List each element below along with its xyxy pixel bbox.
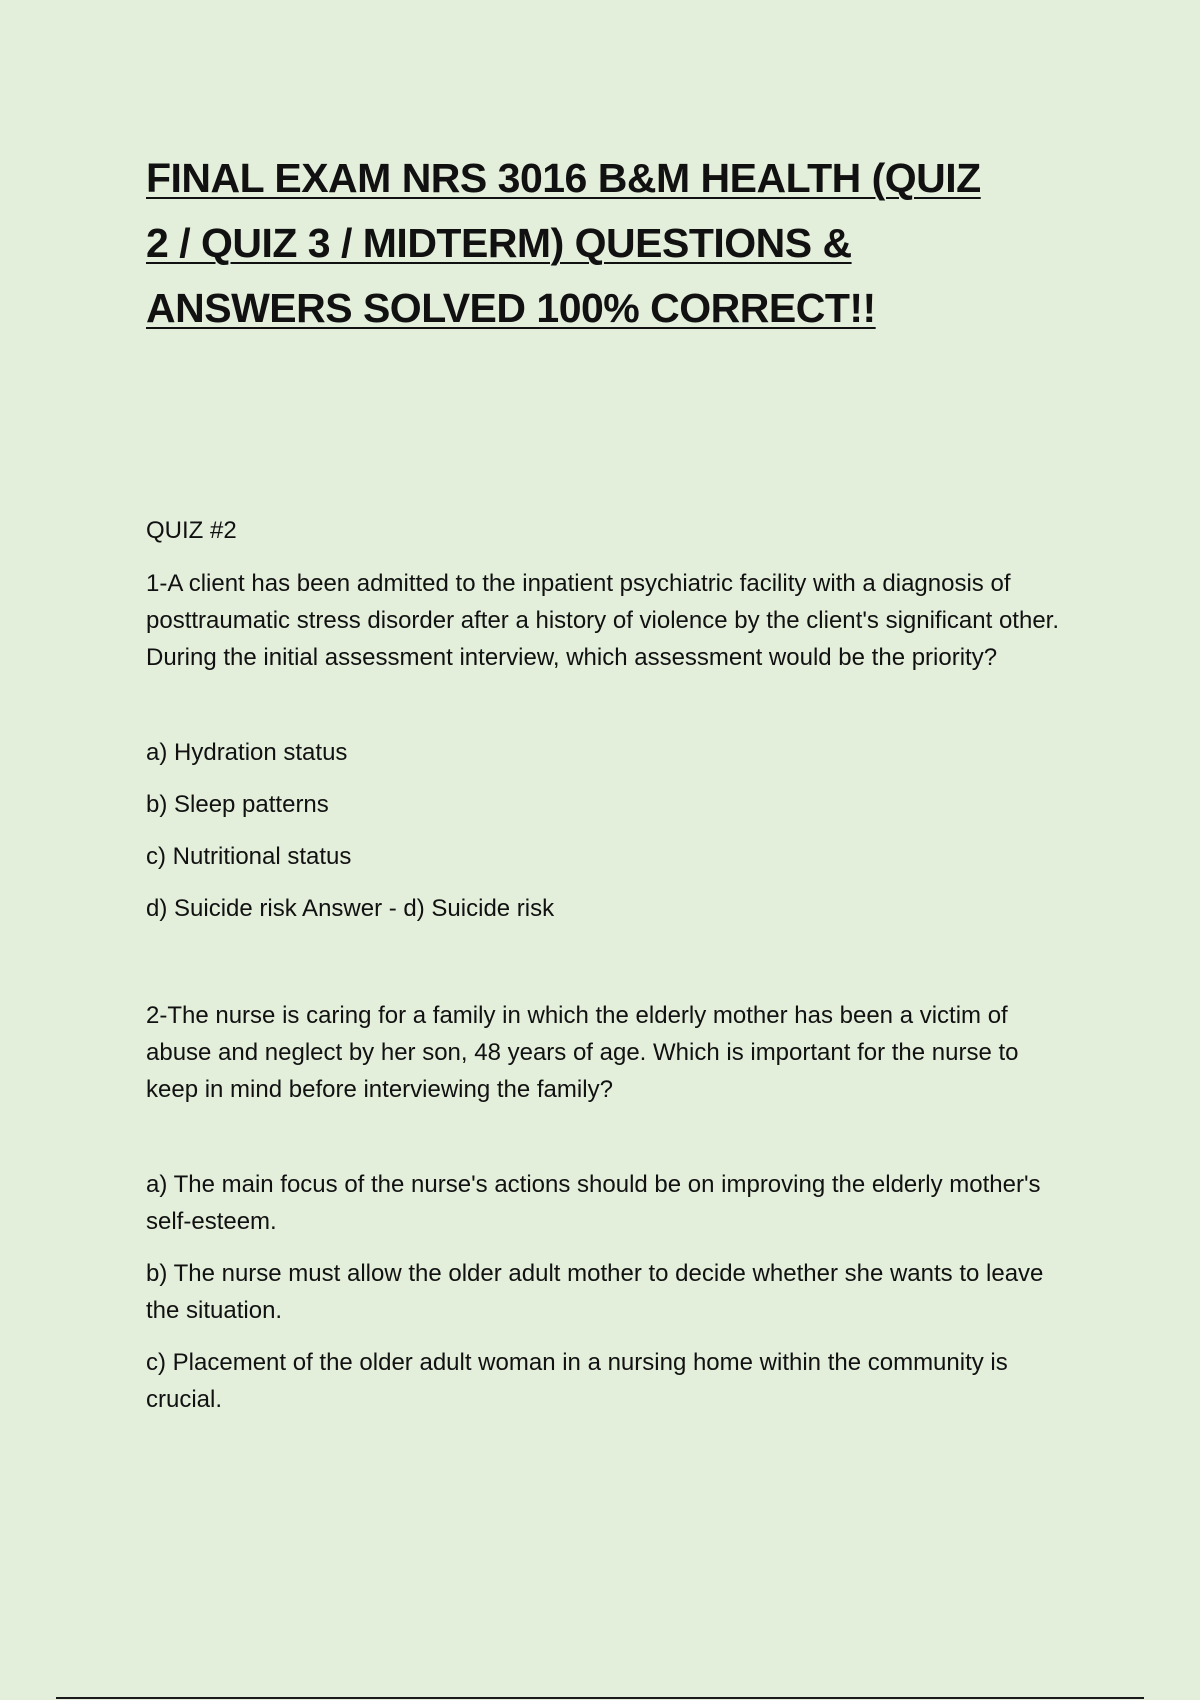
title-line-2: 2 / QUIZ 3 / MIDTERM) QUESTIONS & (146, 220, 852, 266)
question-block-1 (146, 565, 1066, 927)
question-2-option-c: c) Placement of the older adult woman in a nursing home within the community is crucial. (146, 1349, 1008, 1413)
question-1-option-d: d) Suicide risk Answer - d) Suicide risk (146, 895, 555, 922)
question-text-1: 1-A client has been admitted to the inpatient psychiatric facility with a diagnosis of posttraumatic stress disorder after a history of violence by the client's significant other. During the initial assessment interview, which assessment would be the priority? (146, 570, 1060, 671)
question-2-option-b: b) The nurse must allow the older adult mother to decide whether she wants to leave the situation. (146, 1260, 1044, 1324)
document-title (146, 146, 1046, 341)
footer-divider (56, 1697, 1144, 1699)
document-body (146, 512, 1066, 1433)
title-line-3: ANSWERS SOLVED 100% CORRECT!! (146, 285, 876, 331)
question-1-option-a: a) Hydration status (146, 739, 348, 766)
question-text-2: 2-The nurse is caring for a family in which the elderly mother has been a victim of abuse and neglect by her son, 48 years of age. Which is important for the nurse to keep in mind before interviewing the family? (146, 1002, 1019, 1103)
question-1-option-c: c) Nutritional status (146, 843, 352, 870)
title-line-1: FINAL EXAM NRS 3016 B&M HEALTH (QUIZ (146, 155, 981, 201)
question-2-option-a: a) The main focus of the nurse's actions should be on improving the elderly mother's self-esteem. (146, 1171, 1041, 1235)
question-block-2 (146, 997, 1066, 1418)
question-1-option-b: b) Sleep patterns (146, 791, 329, 818)
section-label: QUIZ #2 (146, 517, 237, 544)
